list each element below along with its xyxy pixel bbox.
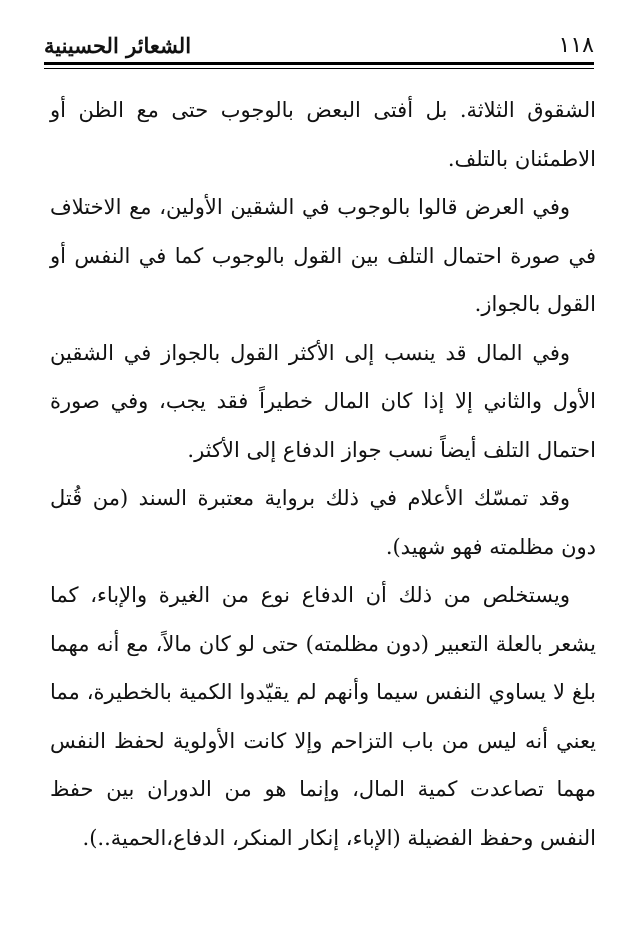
paragraph: وفي العرض قالوا بالوجوب في الشقين الأولين، مع الاختلاف في صورة احتمال التلف بين القول بالوجوب كما في النفس أو القول بالجواز. [50, 195, 596, 316]
page-header [44, 30, 594, 60]
paragraph: وفي المال قد ينسب إلى الأكثر القول بالجواز في الشقين الأول والثاني إلا إذا كان المال خطيراً فقد يجب، وفي صورة احتمال التلف أيضاً نسب جواز الدفاع إلى الأكثر. [50, 340, 596, 462]
paragraph: الشقوق الثلاثة. بل أفتى البعض بالوجوب حتى مع الظن أو الاطمئنان بالتلف. [50, 98, 596, 171]
body-text [50, 86, 596, 862]
header-rule-thin [44, 68, 594, 69]
paragraph: ويستخلص من ذلك أن الدفاع نوع من الغيرة والإباء، كما يشعر بالعلة التعبير (دون مظلمته) حتى لو كان مالاً، مع أنه مهما بلغ لا يساوي النفس سيما وأنهم لم يقيّدوا الكمية بالخطيرة، مما يعني أنه ليس من باب التزاحم وإلا كانت الأولوية لحفظ النفس مهما تصاعدت كمية المال، وإنما هو من الدوران بين حفظ النفس وحفظ الفضيلة (الإباء، إنكار المنكر، الدفاع،الحمية..). [50, 583, 596, 850]
header-rule-thick [44, 62, 594, 65]
paragraph: وقد تمسّك الأعلام في ذلك برواية معتبرة السند (من قُتل دون مظلمته فهو شهيد). [50, 486, 596, 559]
running-title: الشعائر الحسينية [44, 32, 192, 58]
page-number: ١١٨ [558, 32, 594, 58]
